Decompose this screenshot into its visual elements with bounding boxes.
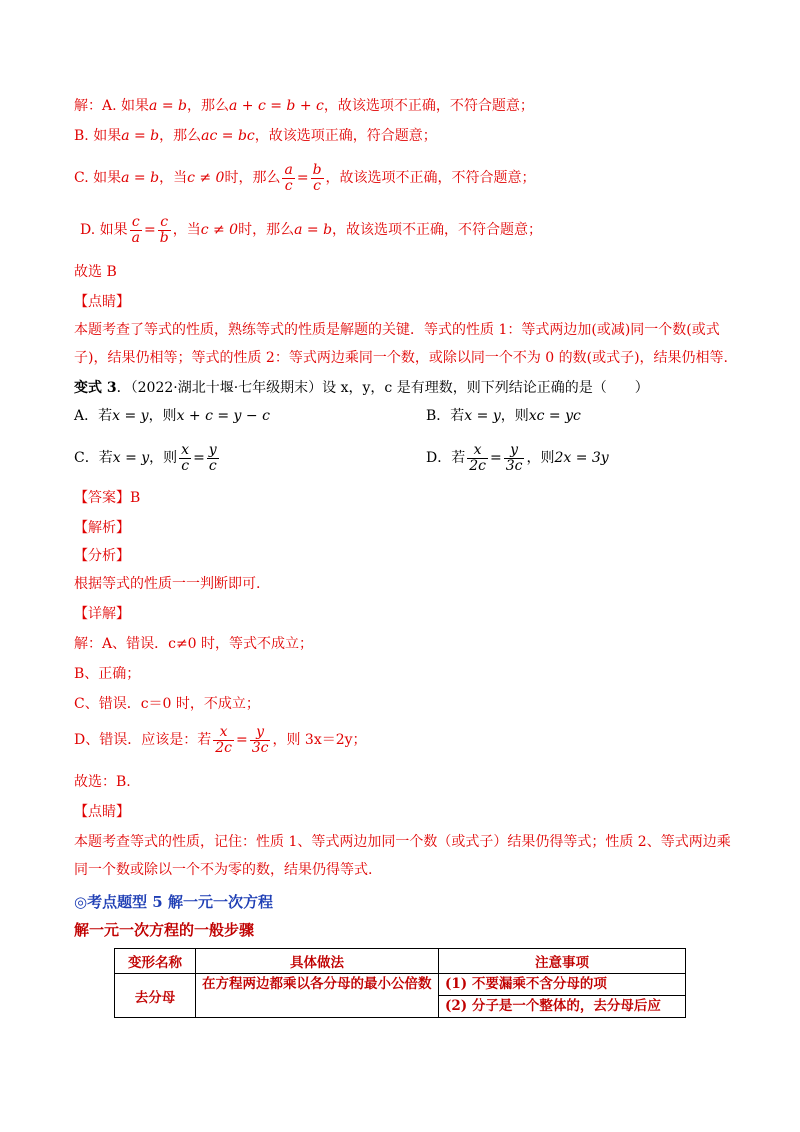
variant-comment-1: 本题考查等式的性质，记住：性质 1、等式两边加同一个数（或式子）结果仍得等式；性质 2、等式两边乘 xyxy=(74,834,731,850)
solution-line-d: D. 如果 $\frac{c}{a}$ = $\frac{c}{b}$ ，当c ≠ 0时，那么a = b，故该选项不正确，不符合题意； xyxy=(80,213,543,246)
comment-text-2: 子)，结果仍相等；等式的性质 2：等式两边乘同一个数，或除以同一个不为 0 的数(或式子)，结果仍相等. xyxy=(74,350,728,366)
fraction-c-over-b: $\frac{c}{b}$ xyxy=(159,213,169,246)
detail-heading: 【详解】 xyxy=(74,606,130,622)
fraction-y-over-3c-detail: $\frac{y}{3c}$ xyxy=(251,723,269,756)
table-cell-name: 去分母 xyxy=(115,974,196,1018)
answer-line: 【答案】B xyxy=(74,490,141,506)
solution-line-a: 解：A. 如果a = b，那么a + c = b + c，故该选项不正确，不符合题意； xyxy=(74,98,534,114)
section-subtitle: 解一元一次方程的一般步骤 xyxy=(74,921,255,939)
analysis-sub-heading: 【分析】 xyxy=(74,548,130,564)
fraction-x-over-c: $\frac{x}{c}$ xyxy=(181,441,190,474)
option-d: D．若 $\frac{x}{2c}$ = $\frac{y}{3c}$ ，则2x = 3y xyxy=(426,441,609,474)
fraction-c-over-a: $\frac{c}{a}$ xyxy=(131,213,140,246)
comment-heading: 【点睛】 xyxy=(74,294,130,310)
fraction-x-over-2c-detail: $\frac{x}{2c}$ xyxy=(215,723,232,756)
table-row xyxy=(115,974,686,1018)
fraction-b-over-c: $\frac{b}{c}$ xyxy=(312,161,322,194)
fraction-y-over-c: $\frac{y}{c}$ xyxy=(208,441,217,474)
note-item: (1) 不要漏乘不含分母的项 xyxy=(445,976,607,992)
option-c: C．若x = y，则 $\frac{x}{c}$ = $\frac{y}{c}$ D．若 $\frac{x}{2c}$ = $\frac{y}{3c}$ ，则2x = 3y xyxy=(74,440,726,476)
variant-choice: 故选：B. xyxy=(74,774,131,790)
detail-line-1: 解：A、错误．c≠0 时，等式不成立； xyxy=(74,636,314,652)
analysis-text: 根据等式的性质一一判断即可. xyxy=(74,576,261,592)
fraction-a-over-c: $\frac{a}{c}$ xyxy=(284,161,293,194)
variant-comment-2: 同一个数或除以一个不为零的数，结果仍得等式. xyxy=(74,862,373,878)
table-header-cell: 注意事项 xyxy=(439,949,686,974)
comment-text-1: 本题考查了等式的性质，熟练等式的性质是解题的关键．等式的性质 1：等式两边加(或减)同一个数(或式 xyxy=(74,322,720,338)
fraction-y-over-3c: $\frac{y}{3c}$ xyxy=(505,441,523,474)
solution-choice: 故选 B xyxy=(74,264,117,280)
detail-line-2: B、正确； xyxy=(74,666,141,682)
steps-table xyxy=(114,948,686,1018)
analysis-heading: 【解析】 xyxy=(74,520,130,536)
table-cell-method: 在方程两边都乘以各分母的最小公倍数 xyxy=(196,974,439,1018)
option-a: A．若x = y，则x + c = y − c B．若x = y，则xc = yc xyxy=(74,408,581,424)
detail-line-3: C、错误．c＝0 时，不成立； xyxy=(74,696,260,712)
solution-line-b: B. 如果a = b，那么ac = bc，故该选项正确，符合题意； xyxy=(74,128,437,144)
variant-question-stem: 变式 3．（2022·湖北十堰·七年级期末）设 x，y，c 是有理数，则下列结论正确的是（ ） xyxy=(74,380,649,396)
solution-line-c: C. 如果a = b，当c ≠ 0时，那么 $\frac{a}{c}$ = $\frac{b}{c}$ ，故该选项不正确，不符合题意； xyxy=(74,161,536,194)
table-cell-notes xyxy=(439,974,686,1018)
table-header-cell: 具体做法 xyxy=(196,949,439,974)
fraction-x-over-2c: $\frac{x}{2c}$ xyxy=(469,441,486,474)
detail-line-4: D、错误．应该是：若 $\frac{x}{2c}$ = $\frac{y}{3c}$ ，则 3x＝2y； xyxy=(74,723,367,756)
table-header-cell: 变形名称 xyxy=(115,949,196,974)
section-title: ◎考点题型 5 解一元一次方程 xyxy=(74,893,273,911)
variant-comment-heading: 【点睛】 xyxy=(74,804,130,820)
table-header-row xyxy=(115,949,686,974)
option-b: B．若x = y，则xc = yc xyxy=(426,408,581,424)
note-item: (2) 分子是一个整体的，去分母后应 xyxy=(439,995,685,1017)
